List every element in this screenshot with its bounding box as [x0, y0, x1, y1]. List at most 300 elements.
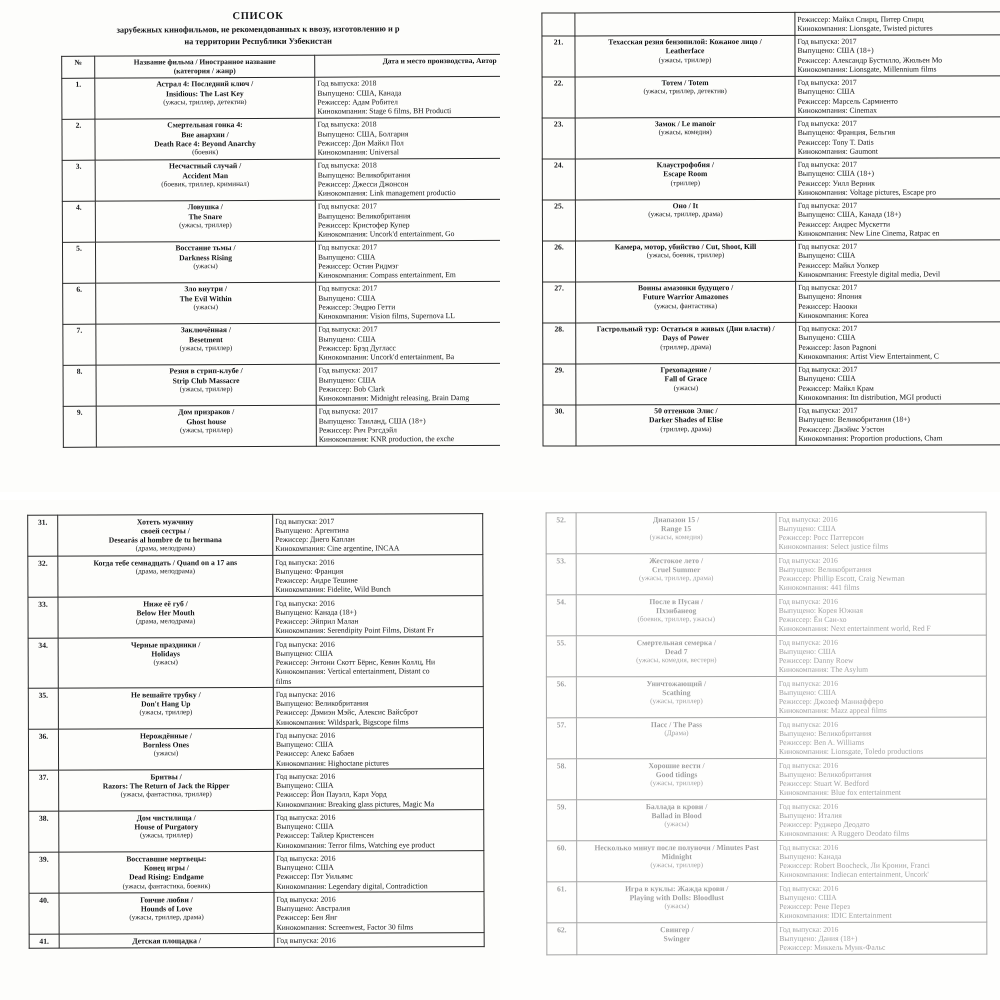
info-line: Выпущено: США: [798, 250, 856, 261]
info-line: Режиссер: Джозеф Маниафферо: [778, 696, 884, 706]
row-info-cell: [777, 799, 987, 840]
row-name-cell: [58, 514, 273, 556]
row-name-cell: [575, 199, 795, 241]
table-row: [62, 117, 500, 160]
info-line: Режиссер: Адам Робител: [317, 97, 398, 107]
document-title: СПИСОК: [232, 10, 284, 23]
row-num-cell: [542, 13, 575, 36]
film-title-ru: Ловушка /: [187, 202, 223, 212]
document-page-1: [0, 0, 500, 492]
info-line: Режиссер: Пэт Уильямс: [276, 871, 353, 882]
row-num-cell: 30.: [543, 404, 576, 445]
info-line: Режиссер: Robert Boocheck, Ли Кронин, Franci: [779, 860, 930, 870]
row-name-cell: [96, 282, 316, 324]
page-3-content: [0, 500, 500, 1000]
film-title-ru: Астрал 4: Последний ключ /: [156, 79, 254, 89]
top-fragment-cell: [795, 12, 1000, 35]
row-num-cell: 57.: [546, 718, 576, 759]
film-title-foreign: Below Her Mouth: [136, 607, 195, 618]
row-info-cell: [776, 512, 986, 553]
row-info-cell: [776, 594, 986, 635]
table-row: [547, 881, 987, 923]
row-num-cell: 39.: [29, 852, 59, 893]
info-line: Год выпуска: 2016: [779, 760, 839, 770]
info-line: Кинокомпания: Breaking glass pictures, Magic Ma: [276, 798, 435, 809]
row-name-cell: [59, 893, 274, 935]
film-genre: (ужасы, фантастика): [654, 301, 718, 310]
film-genre: (ужасы): [664, 820, 689, 829]
row-name-cell: [58, 637, 273, 688]
row-name-cell: [95, 159, 315, 201]
row-num-cell: 55.: [546, 636, 576, 677]
table-row: [63, 322, 500, 365]
info-line: Режиссер: Кристофер Купер: [317, 220, 410, 230]
info-line: Режиссер: Рич Рэгсдэйл: [318, 425, 397, 435]
page-2-content: [500, 0, 1000, 492]
film-table-page-4: [546, 512, 988, 956]
row-num-cell: 41.: [29, 934, 59, 947]
info-line: Год выпуска: 2016: [779, 924, 839, 934]
film-genre: (ужасы, комедия, вестерн): [636, 656, 717, 665]
film-genre: (ужасы, триллер, драма): [638, 574, 714, 583]
info-line: Выпущено: Корея Южная: [778, 605, 863, 615]
row-info-cell: [796, 403, 1000, 445]
info-line: Кинокомпания: Serendipity Point Films, Distant Fr: [275, 625, 434, 636]
film-title-foreign: Razors: The Return of Jack the Ripper: [102, 781, 230, 791]
film-genre: (триллер): [670, 178, 701, 187]
film-genre: (ужасы, триллер): [179, 425, 233, 435]
info-line: Год выпуска: 2016: [778, 719, 839, 729]
fragment-line: Режиссер: Майкл Спирц, Питер Спирц: [797, 14, 924, 24]
document-page-2: [500, 0, 1000, 492]
row-num-cell: 26.: [542, 240, 575, 281]
info-line: Режиссер: Росс Паттерсон: [778, 532, 864, 542]
film-genre: (ужасы, триллер): [179, 344, 233, 353]
info-line: Кинокомпания: KNR production, the exche: [318, 434, 455, 444]
info-line: Выпущено: Великобритания: [317, 169, 411, 180]
film-title-foreign: Midnight: [661, 851, 692, 861]
film-title-ru: Нерождённые /: [139, 730, 192, 741]
info-line: Выпущено: США: [276, 780, 334, 790]
info-line: Год выпуска: 2016: [275, 730, 336, 740]
info-line: Режиссер: Майкл Уолкер: [798, 260, 880, 270]
info-line: Год выпуска: 2017: [798, 405, 858, 415]
film-title-ru: Баллада в крови /: [645, 801, 708, 811]
table-row: [62, 76, 500, 119]
row-info-cell: [777, 840, 987, 881]
info-line: Режиссер: Эйприл Малан: [275, 616, 359, 626]
film-genre: (драма, мелодрама): [135, 544, 195, 553]
film-genre: (ужасы): [153, 658, 178, 667]
info-line: Год выпуска: 2016: [779, 842, 839, 852]
info-line: Режиссер: Tony T. Datis: [797, 137, 874, 147]
film-genre: (ужасы, триллер): [658, 55, 712, 64]
film-genre: (ужасы): [673, 383, 699, 392]
row-name-cell: [577, 758, 777, 799]
info-line: Режиссер: Остин Ридмэг: [318, 261, 399, 271]
info-line: Кинокомпания: Compass entertainment, Em: [318, 270, 456, 280]
table-row: [29, 769, 484, 812]
table-row: [546, 512, 986, 554]
film-title-foreign: Future Warrior Amazones: [642, 292, 729, 302]
document-page-4: [500, 500, 1000, 1000]
info-line: Режиссер: Jason Pagnoni: [798, 342, 877, 352]
info-line: Кинокомпания: Terror films, Watching eye product: [276, 839, 435, 850]
info-line: Кинокомпания: Proportion productions, Cham: [798, 433, 943, 443]
row-name-cell: [576, 363, 796, 405]
row-num-cell: 24.: [542, 158, 575, 199]
film-genre: (Драма): [664, 728, 689, 737]
table-row: [543, 321, 1000, 363]
row-num-cell: 3.: [62, 160, 95, 201]
page-1-content: [0, 0, 500, 492]
row-info-cell: [795, 198, 1000, 240]
info-line: Год выпуска: 2016: [276, 894, 336, 904]
info-line: Год выпуска: 2017: [318, 324, 378, 335]
row-name-cell: [575, 35, 795, 77]
info-line: Год выпуска: 2017: [797, 241, 858, 251]
info-line: Год выпуска: 2018: [317, 78, 377, 89]
table-row: [546, 676, 986, 718]
info-line: Выпущено: США, Болгария: [317, 128, 409, 139]
row-num-cell: 33.: [28, 597, 58, 638]
info-line: Выпущено: США: [318, 375, 376, 385]
info-line: Выпущено: Таиланд, США (18+): [318, 415, 426, 426]
info-line: Год выпуска: 2017: [317, 242, 378, 253]
row-info-cell: [315, 240, 500, 282]
row-num-cell: 54.: [546, 595, 576, 636]
row-info-cell: [315, 199, 500, 241]
info-line: Выпущено: Великобритания: [778, 728, 872, 738]
row-info-cell: [776, 553, 986, 594]
row-name-cell: [59, 934, 274, 948]
film-title-foreign: Besetment: [189, 334, 223, 344]
row-info-cell: [274, 892, 484, 934]
film-title-foreign: Insidious: The Last Key: [165, 88, 244, 99]
row-num-cell: 32.: [28, 556, 58, 597]
film-title-ru: Хотеть мужчину своей сестры /: [136, 516, 194, 536]
info-line: Кинокомпания: IDIC Entertainment: [779, 911, 892, 921]
row-name-cell: [575, 76, 795, 118]
film-title-foreign: Ghost house: [186, 416, 227, 426]
row-name-cell: [95, 241, 315, 283]
row-num-cell: 1.: [62, 78, 95, 119]
row-num-cell: 35.: [28, 688, 58, 729]
row-name-cell: [577, 881, 777, 922]
table-row: [63, 281, 500, 324]
row-name-cell: [58, 596, 273, 638]
film-genre: (драма, мелодрама): [135, 566, 196, 576]
row-num-cell: 8.: [63, 365, 96, 406]
table-row: [546, 635, 986, 677]
info-line: Год выпуска: 2016: [778, 555, 838, 565]
info-line: Режиссер: Эндрю Гетти: [318, 302, 396, 312]
info-line: Выпущено: США, Канада (18+): [797, 209, 901, 220]
info-line: Кинокомпания: Voltage pictures, Escape pro: [797, 187, 937, 197]
row-num-cell: 29.: [543, 363, 576, 404]
film-title-ru: Несколько минут после полуночи / Minutes Past: [594, 842, 759, 852]
row-info-cell: [315, 117, 500, 159]
film-title-ru: Восстание тьмы /: [175, 243, 236, 253]
row-num-cell: 37.: [29, 770, 59, 811]
info-line: Год выпуска: 2016: [276, 771, 336, 781]
film-genre: (ужасы, триллер): [650, 779, 703, 788]
info-line: Кинокомпания: Select justice films: [778, 542, 889, 552]
info-line: Год выпуска: 2017: [318, 365, 378, 376]
info-line: Режиссер: Рене Перез: [779, 901, 851, 911]
info-line: Кинокомпания: Uncork'd entertainment, Go: [317, 229, 455, 239]
film-title-foreign: Days of Power: [662, 333, 710, 343]
row-name-cell: [576, 717, 776, 758]
info-line: Выпущено: США: [276, 821, 334, 831]
row-num-cell: 27.: [543, 281, 576, 322]
row-name-cell: [58, 688, 273, 730]
table-row: [63, 363, 500, 406]
film-title-foreign: Accident Man: [182, 170, 229, 180]
table-row: [29, 851, 484, 894]
film-genre: (ужасы, триллер): [650, 697, 703, 706]
info-line: Выпущено: США: [779, 892, 837, 902]
film-table-page-1: [61, 53, 500, 447]
row-name-cell: [577, 840, 777, 881]
info-line: Режиссер: Наооки: [798, 301, 858, 311]
film-title-ru: Гастрольный тур: Остаться в живых (Дни власти) /: [596, 323, 775, 334]
info-line: Режиссер: Джесси Джонсон: [317, 179, 409, 189]
film-title-foreign: Dead Rising: Endgame: [129, 872, 204, 882]
table-row: [546, 553, 986, 595]
info-line: Выпущено: США: [778, 523, 836, 533]
table-row: [62, 158, 500, 201]
info-line: Режиссер: Энтони Скотт Бёрнс, Кевин Коллц, Ни: [275, 657, 436, 667]
film-title-foreign: Scathing: [662, 687, 691, 697]
info-line: Кинокомпания: Lionsgate, Millennium films: [797, 64, 937, 74]
info-line: Год выпуска: 2016: [778, 637, 838, 647]
film-title-ru: Детская площадка /: [132, 935, 201, 946]
row-name-cell: [58, 729, 273, 771]
info-line: Выпущено: Великобритания: [317, 210, 411, 221]
info-line: Кинокомпания: New Line Cinema, Ratpac en: [797, 228, 940, 238]
row-num-cell: 59.: [547, 800, 577, 841]
table-row: [62, 199, 500, 242]
info-line: Год выпуска: 2017: [797, 159, 857, 169]
film-genre: (драма, мелодрама): [135, 617, 196, 626]
row-num-cell: 25.: [542, 199, 575, 240]
info-line: Выпущено: США: [318, 293, 376, 303]
film-title-foreign: Good tidings: [655, 769, 698, 779]
info-line: Кинокомпания: Cine argentine, INCAA: [275, 543, 400, 554]
info-line: Кинокомпания: Link management productio: [317, 188, 456, 198]
row-num-cell: 9.: [63, 406, 96, 447]
column-header-num: №: [62, 56, 95, 78]
film-title-ru: Воины амазонки будущего /: [637, 283, 734, 293]
row-info-cell: [795, 116, 1000, 158]
info-line: Год выпуска: 2016: [276, 812, 336, 822]
info-line: Выпущено: Франция: [275, 566, 344, 576]
table-row: [29, 933, 484, 948]
info-line: Выпущено: США (18+): [797, 168, 874, 179]
film-title-foreign: Range 15: [661, 523, 692, 533]
info-line: Режиссер: Андрес Мускетти: [797, 219, 891, 229]
info-line: Выпущено: Великобритания (18+): [798, 414, 910, 425]
info-line: Выпущено: Великобритания: [778, 564, 872, 574]
info-line: Режиссер: Danny Roew: [778, 655, 854, 665]
film-title-ru: Резня в стрип-клубе /: [169, 366, 243, 376]
column-header-info: Дата и место производства, Автор: [315, 54, 500, 77]
film-title-ru: Грехопадение /: [660, 365, 712, 375]
table-header-row: [62, 54, 500, 78]
document-page-3: [0, 500, 500, 1000]
info-line: Год выпуска: 2017: [798, 323, 858, 333]
film-genre: (триллер, драма): [660, 424, 712, 433]
film-title-ru: Дом чистилища /: [136, 812, 196, 823]
film-genre: (ужасы): [153, 749, 179, 758]
info-line: Кинокомпания: Wildspark, Bigscope films: [275, 716, 409, 727]
table-row: [542, 12, 1000, 36]
film-title-foreign: Don't Hang Up: [141, 699, 191, 709]
row-info-cell: [273, 596, 483, 638]
info-line: Выпущено: Великобритания: [779, 769, 872, 779]
table-row: [29, 810, 484, 853]
info-line: Режиссер: Дон Майкл Пол: [317, 138, 404, 148]
table-row: [547, 840, 987, 882]
info-line: Кинокомпания: Vision films, Supernova LL: [318, 311, 455, 321]
info-line: Режиссер: Брэд Дугласс: [318, 343, 396, 353]
film-title-ru: Не вешайте трубку /: [130, 689, 201, 700]
film-table-page-2: [541, 11, 1000, 446]
film-title-foreign: Cruel Summer: [652, 564, 701, 574]
row-info-cell: [316, 363, 500, 405]
row-num-cell: 62.: [547, 923, 577, 955]
film-title-ru: Гончие любви /: [140, 894, 193, 905]
row-info-cell: [274, 769, 484, 811]
info-line: Кинокомпания: Gaumont: [797, 146, 878, 156]
table-row: [542, 116, 1000, 158]
row-num-cell: 36.: [28, 729, 58, 770]
row-name-cell: [95, 200, 315, 242]
info-line: Год выпуска: 2016: [275, 598, 335, 608]
info-line: Кинокомпания: The Asylum: [778, 665, 869, 675]
row-name-cell: [575, 240, 795, 282]
info-line: Выпущено: США: [318, 252, 376, 262]
info-line: Кинокомпания: Screenwest, Factor 30 films: [276, 921, 414, 932]
info-line: Выпущено: Италия: [779, 810, 842, 820]
film-title-foreign: Ballad in Blood: [651, 810, 702, 820]
row-info-cell: [273, 687, 483, 729]
film-title-ru: Тотем / Totem: [661, 78, 709, 88]
film-genre: (ужасы): [664, 902, 690, 911]
film-title-ru: Черные праздники /: [130, 639, 201, 649]
info-line: Год выпуска: 2017: [318, 283, 378, 294]
film-title-ru: Жестокое лето /: [649, 555, 704, 565]
film-genre: (триллер, драма): [660, 342, 712, 351]
row-num-cell: 53.: [546, 554, 576, 595]
info-line: Режиссер: Миккель Мунк-Фальс: [779, 942, 886, 952]
film-title-foreign: The Snare: [188, 211, 223, 221]
row-name-cell: [576, 281, 796, 323]
row-info-cell: [796, 362, 1000, 404]
row-num-cell: 22.: [542, 76, 575, 117]
row-info-cell: [776, 635, 986, 676]
info-line: Кинокомпания: Highoctane pictures: [276, 758, 389, 768]
info-line: Выпущено: США: [797, 86, 855, 97]
film-title-ru: Когда тебе семнадцать / Quand on a 17 ans: [93, 557, 238, 568]
info-line: Кинокомпания: Vertical entertainment, Distant co: [275, 666, 430, 677]
info-line: Кинокомпания: Uncork'd entertainment, Ba: [318, 352, 455, 362]
info-line: Режиссер: Диего Каплан: [275, 534, 355, 544]
info-line: Год выпуска: 2017: [797, 200, 858, 210]
film-title-ru: 50 оттенков Элис /: [654, 406, 718, 416]
info-line: Режиссер: Ён Сан-хо: [778, 614, 847, 624]
row-name-cell: [59, 852, 274, 894]
info-line: Год выпуска: 2016: [779, 883, 839, 893]
film-genre: (ужасы, триллер, детектив): [643, 87, 727, 96]
row-num-cell: 2.: [62, 119, 95, 160]
row-info-cell: [796, 321, 1000, 363]
film-title-ru: Камера, мотор, убийство / Cut, Shoot, Kill: [614, 241, 757, 252]
film-title-ru: Заключённая /: [180, 325, 232, 335]
row-info-cell: [777, 922, 987, 954]
info-line: Выпущено: Австралия: [276, 903, 351, 913]
row-info-cell: [274, 851, 484, 893]
info-line: Год выпуска: 2016: [275, 689, 335, 699]
film-title-foreign: Death Race 4: Beyond Anarchy: [154, 138, 256, 149]
info-line: Год выпуска: 2018: [317, 119, 377, 130]
info-line: Выпущено: Канада (18+): [275, 607, 357, 617]
row-info-cell: [273, 637, 483, 688]
table-row: [543, 362, 1000, 404]
info-line: Выпущено: США: [275, 648, 334, 658]
table-row: [28, 687, 483, 730]
info-line: Выпущено: Япония: [798, 291, 862, 302]
info-line: Выпущено: США: [798, 332, 856, 343]
info-line: Кинокомпания: Artist View Entertainment, C: [798, 351, 939, 361]
row-name-cell: [575, 12, 795, 35]
row-num-cell: 6.: [63, 283, 96, 324]
table-row: [28, 555, 483, 598]
info-line: Год выпуска: 2017: [797, 36, 857, 46]
film-title-foreign: Desearás al hombre de tu hermana: [108, 535, 222, 545]
film-genre: (ужасы, триллер): [650, 861, 704, 870]
row-num-cell: 52.: [546, 513, 576, 554]
table-row: [28, 514, 483, 557]
row-num-cell: 40.: [29, 893, 59, 934]
film-title-ru: Пасс / The Pass: [650, 719, 703, 729]
info-line: Выпущено: Великобритания: [275, 698, 369, 708]
film-title-ru: Восставшие мертвецы: Конец игры /: [126, 853, 207, 873]
row-num-cell: 4.: [62, 201, 95, 242]
fragment-line: Кинокомпания: Lionsgate, Twisted pictures: [797, 23, 933, 33]
table-row: [29, 892, 484, 935]
info-line: Год выпуска: 2017: [317, 201, 377, 212]
row-name-cell: [58, 555, 273, 597]
info-line: Кинокомпания: Universal: [317, 147, 399, 157]
info-line: Режиссер: Ben A. Williams: [778, 737, 865, 747]
row-num-cell: 28.: [543, 322, 576, 363]
film-title-foreign: Playing with Dolls: Bloodlust: [629, 892, 724, 902]
info-line: Выпущено: США: [275, 739, 334, 749]
info-line: Режиссер: Бен Янг: [276, 912, 338, 923]
table-row: [543, 403, 1000, 445]
info-line: Год выпуска: 2017: [797, 77, 857, 87]
info-line: Кинокомпания: Blue fox entertainment: [779, 787, 901, 798]
row-num-cell: 5.: [62, 242, 95, 283]
film-genre: (ужасы, триллер): [179, 221, 232, 230]
info-line: Год выпуска: 2017: [275, 516, 335, 526]
film-title-foreign: Fall of Grace: [664, 374, 708, 384]
film-genre: (ужасы, комедия): [649, 533, 703, 542]
info-line: Выпущено: США: [778, 646, 837, 656]
film-title-ru: Несчастный случай /: [169, 161, 242, 171]
